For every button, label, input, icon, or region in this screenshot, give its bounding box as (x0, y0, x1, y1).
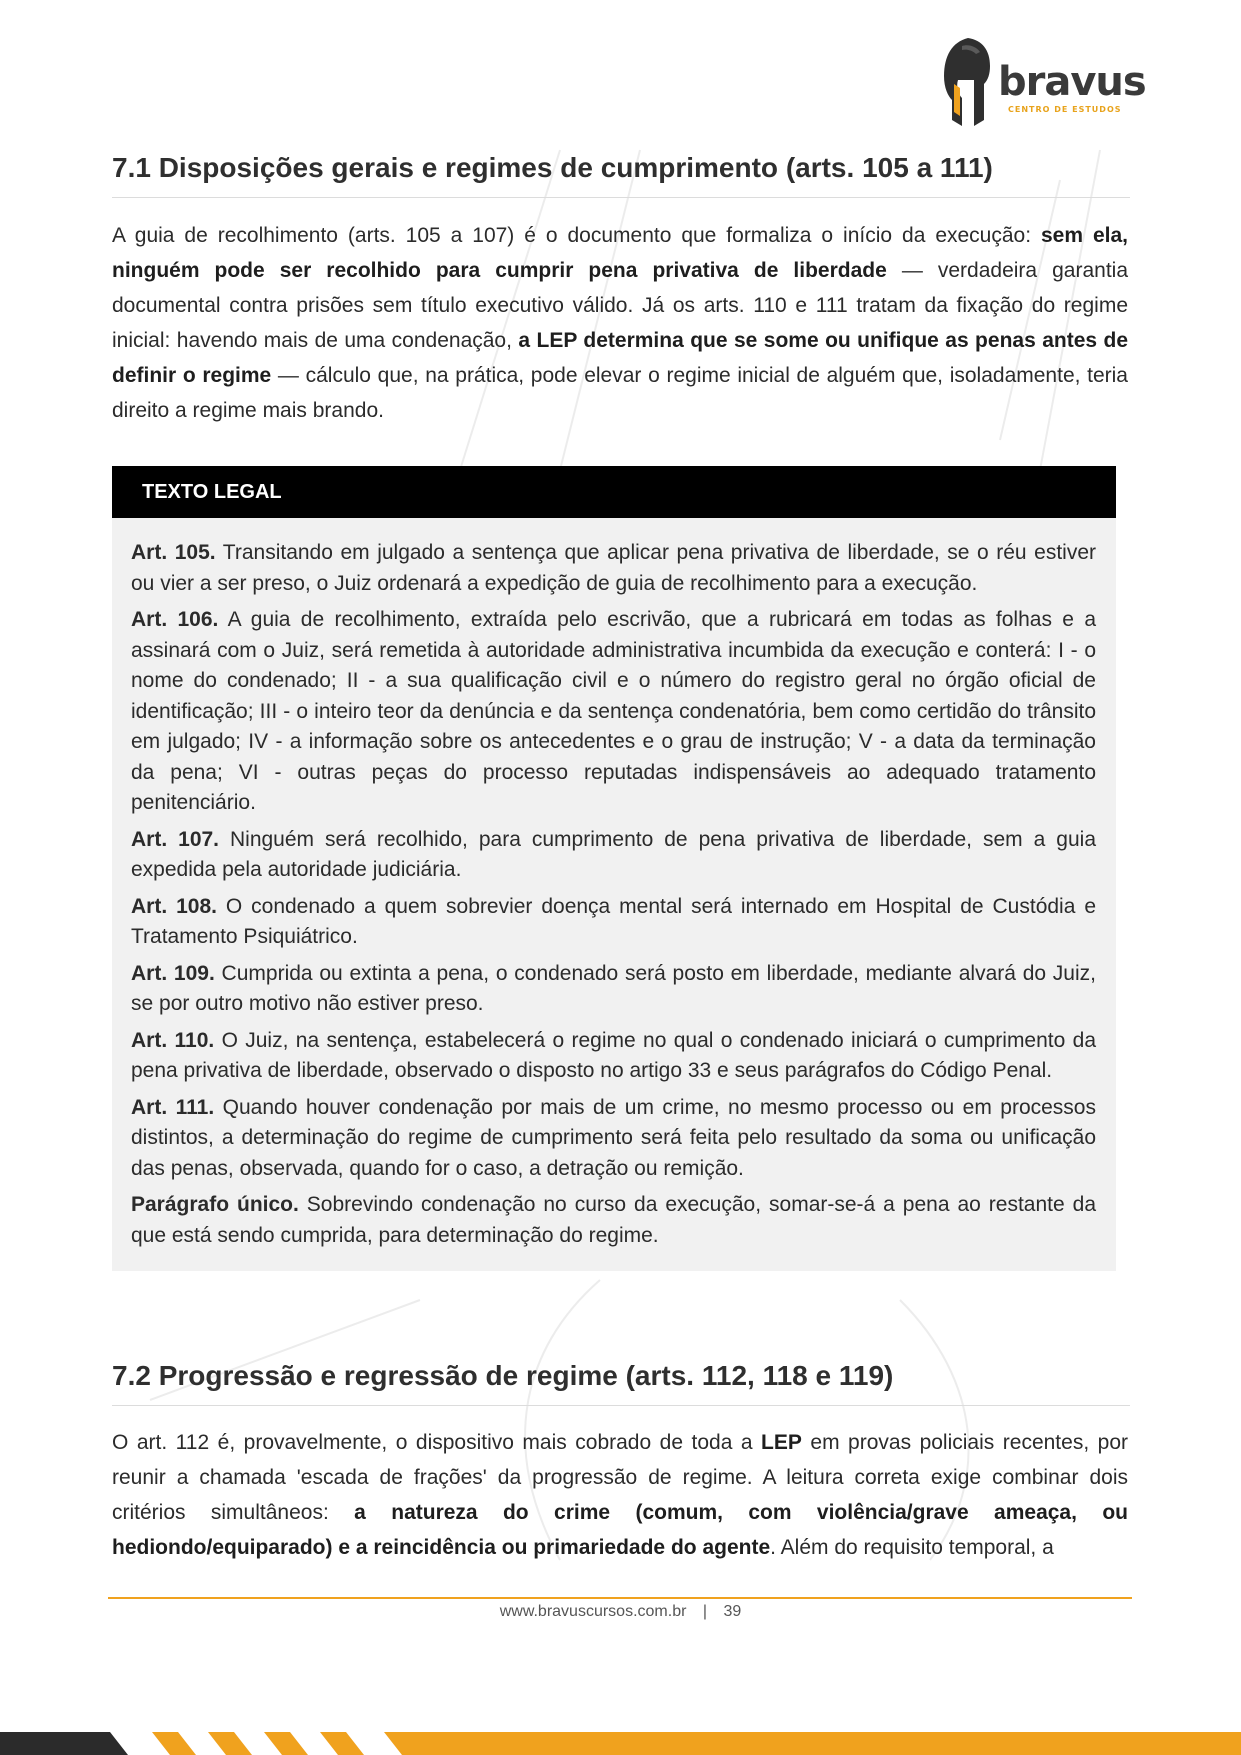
logo-wordmark: bravus (998, 59, 1146, 105)
paragraph-text: — cálculo que, na prática, pode elevar o regime inicial de alguém que, isoladamente, teria direito a regime mais brando. (112, 364, 1128, 422)
footer-stripe-band (0, 1722, 1241, 1755)
legal-article (131, 605, 1096, 819)
legal-article (131, 1026, 1096, 1087)
brand-logo (940, 36, 1146, 128)
section-intro-paragraph (112, 218, 1128, 428)
article-label: Art. 109. (131, 961, 215, 985)
article-text: Ninguém será recolhido, para cumprimento de pena privativa de liberdade, sem a guia expedida pela autoridade judiciária. (131, 827, 1096, 881)
footer-divider (108, 1597, 1132, 1599)
legal-articles (112, 518, 1116, 1271)
article-text: Sobrevindo condenação no curso da execução, somar-se-á a pena ao restante da que está sendo cumprida, para determinação do regime. (131, 1193, 1096, 1247)
emphasized-text: a natureza do crime (comum, com violência/grave ameaça, ou hediondo/equiparado) e a reincidência ou primariedade do agente (112, 1501, 1128, 1559)
article-label: Parágrafo único. (131, 1193, 299, 1216)
legal-article (131, 825, 1096, 886)
article-text: Quando houver condenação por mais de um crime, no mesmo processo ou em processos distintos, a determinação do regime de cumprimento será feita pelo resultado da soma ou unificação das penas, observada, quando for o caso, a detração ou remição. (131, 1095, 1096, 1180)
legal-text-box (112, 466, 1116, 1271)
legal-article (131, 959, 1096, 1020)
footer-separator: | (702, 1603, 708, 1620)
emphasized-text: LEP (761, 1431, 802, 1454)
article-text: Cumprida ou extinta a pena, o condenado será posto em liberdade, mediante alvará do Juiz, se por outro motivo não estiver preso. (131, 961, 1096, 1015)
emphasized-text: a LEP determina que se some ou unifique as penas antes de definir o regime (112, 329, 1128, 387)
footer-website: www.bravuscursos.com.br (499, 1603, 687, 1620)
logo-tagline: CENTRO DE ESTUDOS (1008, 105, 1122, 114)
article-label: Art. 111. (131, 1095, 215, 1119)
page-number: 39 (723, 1603, 742, 1620)
article-text: O Juiz, na sentença, estabelecerá o regime no qual o condenado iniciará o cumprimento da pena privativa de liberdade, observado o disposto no artigo 33 e seus parágrafos do Código Penal. (131, 1028, 1097, 1082)
legal-article (131, 892, 1096, 953)
legal-article (131, 538, 1096, 599)
section-heading: 7.2 Progressão e regressão de regime (arts. 112, 118 e 119) (112, 1359, 1130, 1406)
article-text: O condenado a quem sobrevier doença mental será internado em Hospital de Custódia e Tratamento Psiquiátrico. (131, 894, 1097, 948)
legal-article (131, 1093, 1096, 1185)
article-label: Art. 105. (131, 541, 216, 564)
spartan-helmet-icon (940, 36, 1000, 128)
emphasized-text: sem ela, ninguém pode ser recolhido para cumprir pena privativa de liberdade (112, 224, 1128, 282)
paragraph-text: A guia de recolhimento (arts. 105 a 107) é o documento que formaliza o início da execução: (112, 224, 1041, 247)
article-label: Art. 110. (131, 1028, 215, 1052)
article-text: Transitando em julgado a sentença que aplicar pena privativa de liberdade, se o réu estiver ou vier a ser preso, o Juiz ordenará a expedição de guia de recolhimento para a execução. (131, 541, 1097, 595)
article-label: Art. 108. (131, 894, 217, 918)
article-label: Art. 106. (131, 608, 219, 631)
legal-article (131, 1190, 1096, 1251)
paragraph-text: . Além do requisito temporal, a (770, 1536, 1054, 1559)
section-intro-paragraph (112, 1425, 1128, 1565)
section-heading: 7.1 Disposições gerais e regimes de cumprimento (arts. 105 a 111) (112, 151, 1130, 198)
footer (0, 1600, 1241, 1624)
article-text: A guia de recolhimento, extraída pelo escrivão, que a rubricará em todas as folhas e a assinará com o Juiz, será remetida à autoridade administrativa incumbida da execução e conterá: I - o nome do condenado; II - a sua qualificação civil e o número do registro geral no órgão oficial de identificação; III - o inteiro teor da denúncia e da sentença condenatória, bem como certidão do trânsito em julgado; IV - a informação sobre os antecedentes e o grau de instrução; V - a data da terminação da pena; VI - outras peças do processo reputadas indispensáveis ao adequado tratamento penitenciário. (131, 608, 1096, 814)
legal-box-title: TEXTO LEGAL (112, 466, 1116, 518)
paragraph-text: O art. 112 é, provavelmente, o dispositivo mais cobrado de toda a (112, 1431, 762, 1454)
paragraph-text: — verdadeira garantia documental contra prisões sem título executivo válido. Já os arts. 110 e 111 tratam da fixação do regime inicial: havendo mais de uma condenação, (112, 259, 1129, 352)
paragraph-text: em provas policiais recentes, por reunir a chamada 'escada de frações' da progressão de regime. A leitura correta exige combinar dois critérios simultâneos: (112, 1431, 1128, 1524)
article-label: Art. 107. (131, 827, 220, 851)
